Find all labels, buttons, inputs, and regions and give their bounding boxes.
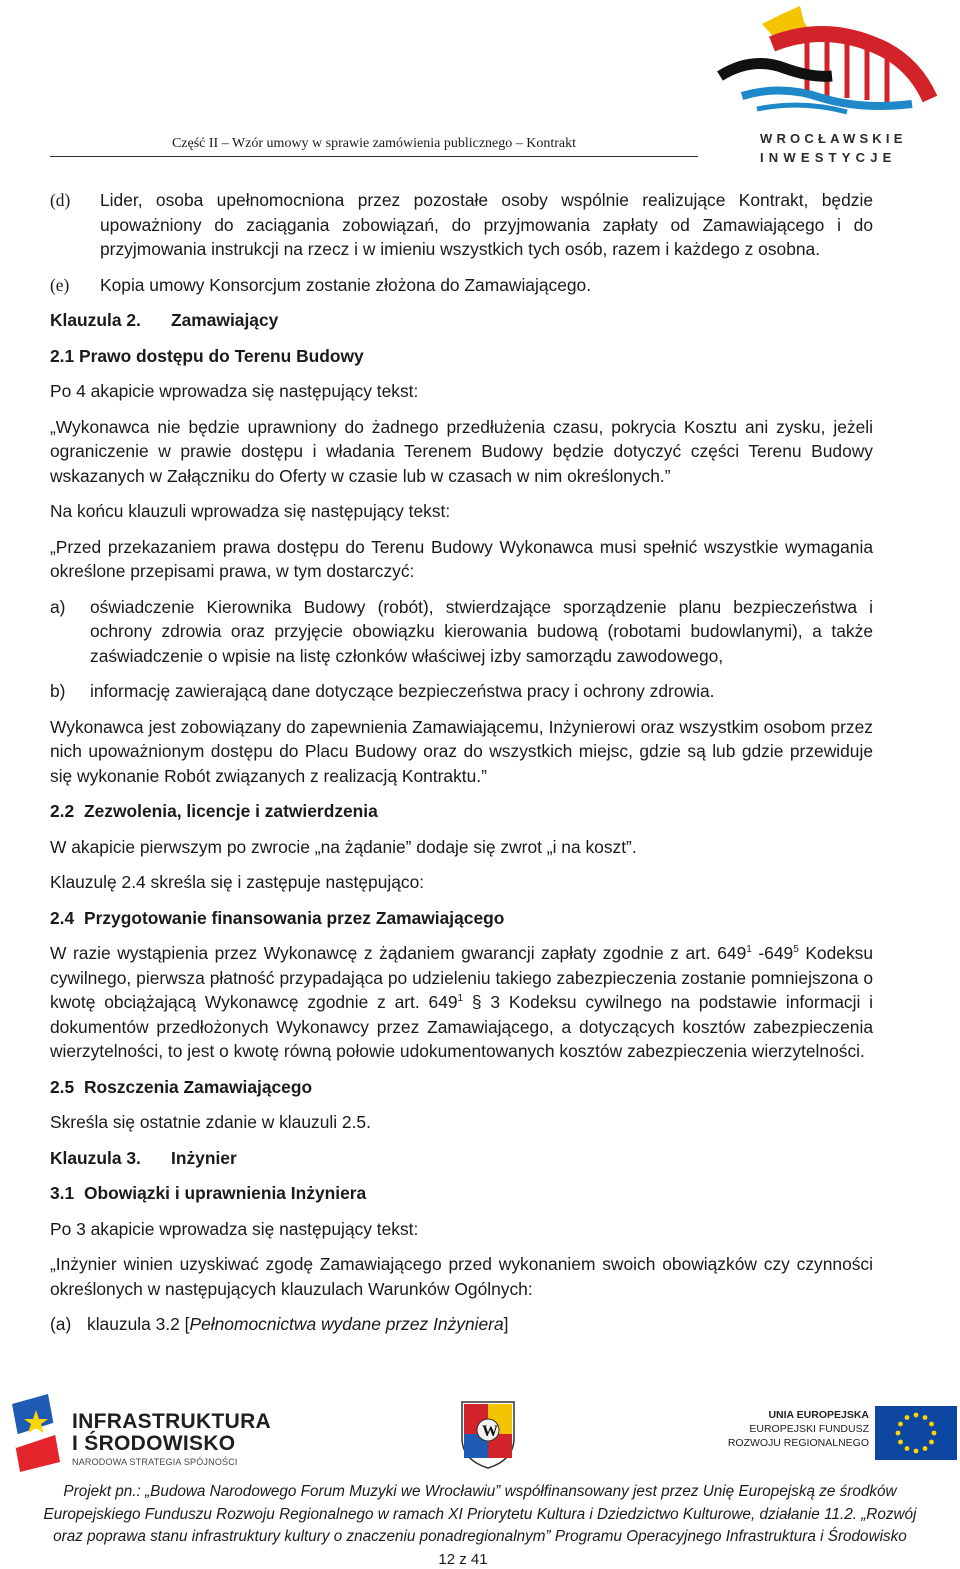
star-flag-icon [8,1392,64,1474]
section-title: Zezwolenia, licencje i zatwierdzenia [84,801,378,821]
clause-title: Zamawiający [171,310,279,330]
ie-title-line1: INFRASTRUKTURA [72,1410,272,1433]
list-item [50,188,873,262]
section-heading [50,1181,873,1206]
paragraph: Skreśla się ostatnie zdanie w klauzuli 2.5. [50,1112,371,1132]
quote-paragraph: „Wykonawca nie będzie uprawniony do żadnego przedłużenia czasu, pokrycia Kosztu ani zysku, jeżeli ograniczenie w prawie dostępu i władania Terenem Budowy będzie dotyczyć części Terenu Budowy wskazanych w Załączniku do Oferty w czasie lub w czasach w nim określonych.” [50,416,873,486]
section-title: Przygotowanie finansowania przez Zamawiającego [84,907,505,928]
eu-line1: UNIA EUROPEJSKA [768,1409,869,1421]
clause-number: Klauzula 3. [50,1147,141,1168]
funding-note [40,1481,920,1549]
clause-heading [50,308,873,333]
section-title: Roszczenia Zamawiającego [84,1076,313,1097]
list-marker: (d) [50,190,71,210]
wroclawskie-inwestycje-logo [712,4,942,169]
paragraph: W akapicie pierwszym po zwrocie „na żądanie” dodaje się zwrot „i na koszt”. [50,836,637,857]
list-marker: (e) [50,274,70,295]
eu-line3: ROZWOJU REGIONALNEGO [727,1437,869,1449]
paragraph: Po 4 akapicie wprowadza się następujący tekst: [50,381,419,401]
section-heading [50,799,873,824]
clause-title: Inżynier [171,1147,237,1168]
logo-text-line2: INWESTYCJE [760,150,897,165]
paragraph: Klauzulę 2.4 skreśla się i zastępuje następująco: [50,872,425,892]
clause-heading [50,1146,873,1171]
header-title: Część II – Wzór umowy w sprawie zamówienia publicznego – Kontrakt [50,136,698,157]
coat-of-arms-icon [458,1398,518,1470]
quote-paragraph: „Inżynier winien uzyskiwać zgodę Zamawiającego przed wykonaniem swoich obowiązków czy czynności określonych w następujących klauzulach Warunków Ogólnych: [50,1254,873,1299]
paragraph: W razie wystąpienia przez Wykonawcę z żądaniem gwarancji zapłaty zgodnie z art. $649^1$ $-649^5$ Kodeksu cywilnego, pierwsza płatność przypadająca po udzieleniu takiego zabezpieczenia zostanie pomniejszona o kwotę obciążającą Wykonawcę zgodnie z art. $649^1$ § 3 Kodeksu cywilnego na podstawie informacji i dokumentów przedłożonych Wykonawcy przez Zamawiającego, a dotyczących kosztów zabezpieczenia wierzytelności, to jest o kwotę równą połowie udokumentowanych kosztów zabezpieczenia wierzytelności. [50,943,874,1061]
list-item [50,679,873,704]
list-marker: a) [50,596,66,617]
bridge-logo-icon [712,4,942,129]
list-text: klauzula 3.2 [Pełnomocnictwa wydane przez Inżyniera] [87,1314,509,1334]
list-text: Lider, osoba upełnomocniona przez pozostałe osoby wspólnie realizujące Kontrakt, będzie upoważniony do zaciągania zobowiązań, do przyjmowania zapłaty od Zamawiającego i do przyjmowania instrukcji na rzecz i w imieniu wszystkich tych osób, razem i każdego z osobna. [100,190,873,259]
ie-title-line2: I ŚRODOWISKO [72,1432,236,1455]
section-heading: 2.1 Prawo dostępu do Terenu Budowy [50,345,364,366]
list-text: informację zawierającą dane dotyczące bezpieczeństwa pracy i ochrony zdrowia. [90,681,715,701]
eu-flag-icon [875,1406,957,1460]
list-item [50,595,873,669]
infrastruktura-srodowisko-logo [8,1392,272,1474]
paragraph: Na końcu klauzuli wprowadza się następujący tekst: [50,501,451,521]
eu-fund-logo [725,1406,957,1462]
section-number: 3.1 [50,1183,75,1203]
quote-paragraph: „Przed przekazaniem prawa dostępu do Terenu Budowy Wykonawca musi spełnić wszystkie wymagania określone przepisami prawa, w tym dostarczyć: [50,536,873,581]
section-number: 2.2 [50,801,75,821]
section-title: Obowiązki i uprawnienia Inżyniera [84,1183,367,1203]
logo-text-line1: WROCŁAWSKIE [760,131,907,146]
funding-line: Projekt pn.: „Budowa Narodowego Forum Muzyki we Wrocławiu” współfinansowany jest przez Unię Europejską ze środków [63,1483,897,1500]
ie-subtitle: NARODOWA STRATEGIA SPÓJNOŚCI [72,1457,238,1467]
list-item [50,273,873,298]
clause-number: Klauzula 2. [50,310,141,330]
paragraph: Po 3 akapicie wprowadza się następujący tekst: [50,1218,419,1239]
list-marker: b) [50,681,66,701]
list-marker: (a) [50,1314,72,1334]
page-number: 12 z 41 [438,1551,488,1568]
list-text: oświadczenie Kierownika Budowy (robót), stwierdzające sporządzenie planu bezpieczeństwa i ochrony zdrowia oraz przyjęcie obowiązku kierowania budową (robotami budowlanymi), a także zaświadczenie o wpisie na listę członków właściwej izby samorządu zawodowego, [90,596,873,666]
funding-line: oraz poprawa stanu infrastruktury kultury o znaczeniu ponadregionalnym” Programu Operacyjnego Infrastruktura i Środowisko [53,1528,907,1545]
section-number: 2.4 [50,907,75,928]
section-heading [50,1075,873,1100]
funding-line: Europejskiego Funduszu Rozwoju Regionalnego w ramach XI Priorytetu Kultura i Dziedzictwo Kulturowe, działanie 11.2. „Rozwój [43,1505,917,1523]
document-body [50,188,873,1337]
footer-logos [0,1392,960,1474]
paragraph: Wykonawca jest zobowiązany do zapewnienia Zamawiającemu, Inżynierowi oraz wszystkim osobom przez nich upoważnionym dostępu do Placu Budowy oraz do wszystkich miejsc, gdzie są lub gdzie przewiduje się wykonanie Robót związanych z realizacją Kontraktu.” [50,716,873,786]
eu-line2: EUROPEJSKI FUNDUSZ [749,1423,869,1435]
svg-text:W: W [482,1423,498,1440]
list-text: Kopia umowy Konsorcjum zostanie złożona do Zamawiającego. [100,274,592,295]
section-number: 2.5 [50,1076,75,1097]
section-heading [50,906,873,931]
list-item [50,1312,873,1337]
